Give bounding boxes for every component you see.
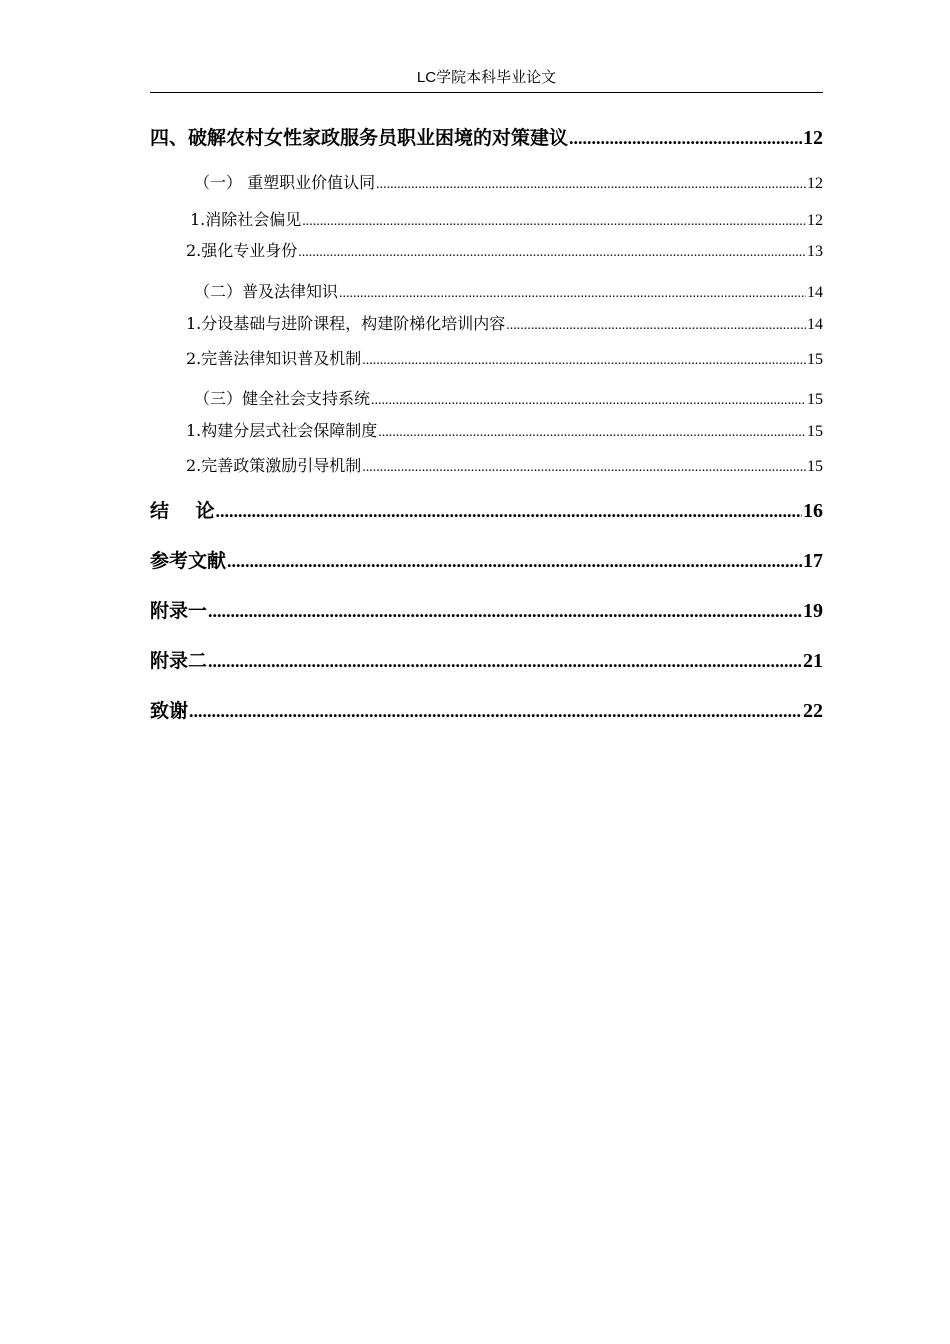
toc-entry-label: 结 论: [150, 500, 215, 522]
page-header: [150, 66, 823, 93]
header-title: LC学院本科毕业论文: [416, 69, 557, 86]
toc-entry-label: 1.消除社会偏见: [190, 210, 302, 229]
toc-entry-page: 13: [807, 243, 823, 260]
toc-entry-references[interactable]: [150, 548, 823, 574]
toc-leader-dots: [362, 350, 806, 372]
toc-leader-dots: [227, 548, 802, 574]
toc-entry-page: 15: [807, 351, 823, 368]
toc-entry-page: 16: [803, 500, 823, 522]
toc-entry-page: 21: [803, 650, 823, 672]
toc-entry-label: （三）健全社会支持系统: [194, 389, 371, 408]
toc-entry-page: 14: [807, 316, 823, 333]
toc-leader-dots: [298, 242, 806, 264]
toc-entry-appendix-1[interactable]: [150, 598, 823, 624]
toc-leader-dots: [339, 283, 806, 305]
toc-entry-label: 附录二: [150, 650, 208, 672]
toc-leader-dots: [215, 498, 802, 524]
toc-entry-chapter-4[interactable]: [150, 125, 823, 151]
toc-leader-dots: [378, 422, 806, 444]
toc-leader-dots: [208, 598, 802, 624]
toc-entry-page: 15: [807, 391, 823, 408]
toc-entry-section-4-3[interactable]: [150, 388, 823, 412]
toc-entry-label: 2.强化专业身份: [186, 241, 298, 260]
toc-leader-dots: [302, 211, 806, 233]
toc-entry-page: 12: [807, 175, 823, 192]
toc-entry-label: （二）普及法律知识: [194, 282, 339, 301]
toc-entry-page: 12: [807, 212, 823, 229]
toc-entry-conclusion[interactable]: [150, 498, 823, 524]
toc-entry-page: 19: [803, 600, 823, 622]
toc-leader-dots: [506, 315, 806, 337]
toc-entry-page: 12: [803, 127, 823, 149]
toc-entry-label: 参考文献: [150, 550, 227, 572]
toc-entry-label: 1.分设基础与进阶课程，构建阶梯化培训内容: [186, 314, 506, 333]
toc-leader-dots: [189, 698, 802, 724]
toc-leader-dots: [362, 457, 806, 479]
toc-entry-page: 14: [807, 284, 823, 301]
toc-entry-page: 22: [803, 700, 823, 722]
toc-entry-subsection-4-1-2[interactable]: [150, 240, 823, 264]
toc-leader-dots: [208, 648, 802, 674]
toc-entry-label: 2.完善政策激励引导机制: [186, 456, 362, 475]
toc-entry-subsection-4-3-1[interactable]: [150, 420, 823, 444]
toc-entry-page: 15: [807, 458, 823, 475]
toc-entry-label: 2.完善法律知识普及机制: [186, 349, 362, 368]
toc-entry-section-4-2[interactable]: [150, 281, 823, 305]
toc-leader-dots: [371, 390, 806, 412]
toc-entry-subsection-4-1-1[interactable]: [150, 209, 823, 233]
toc-entry-subsection-4-2-1[interactable]: [150, 313, 823, 337]
toc-entry-section-4-1[interactable]: [150, 172, 823, 196]
toc-leader-dots: [569, 125, 802, 151]
toc-entry-label: 附录一: [150, 600, 208, 622]
toc-entry-appendix-2[interactable]: [150, 648, 823, 674]
toc-entry-label: 致谢: [150, 700, 189, 722]
toc-entry-subsection-4-3-2[interactable]: [150, 455, 823, 479]
toc-entry-acknowledgements[interactable]: [150, 698, 823, 724]
toc-entry-label: 1.构建分层式社会保障制度: [186, 421, 378, 440]
toc-entry-page: 17: [803, 550, 823, 572]
toc-entry-label: 四、破解农村女性家政服务员职业困境的对策建议: [150, 127, 569, 149]
toc-entry-label: （一） 重塑职业价值认同: [194, 173, 376, 192]
toc-leader-dots: [376, 174, 806, 196]
toc-entry-page: 15: [807, 423, 823, 440]
toc-entry-subsection-4-2-2[interactable]: [150, 348, 823, 372]
